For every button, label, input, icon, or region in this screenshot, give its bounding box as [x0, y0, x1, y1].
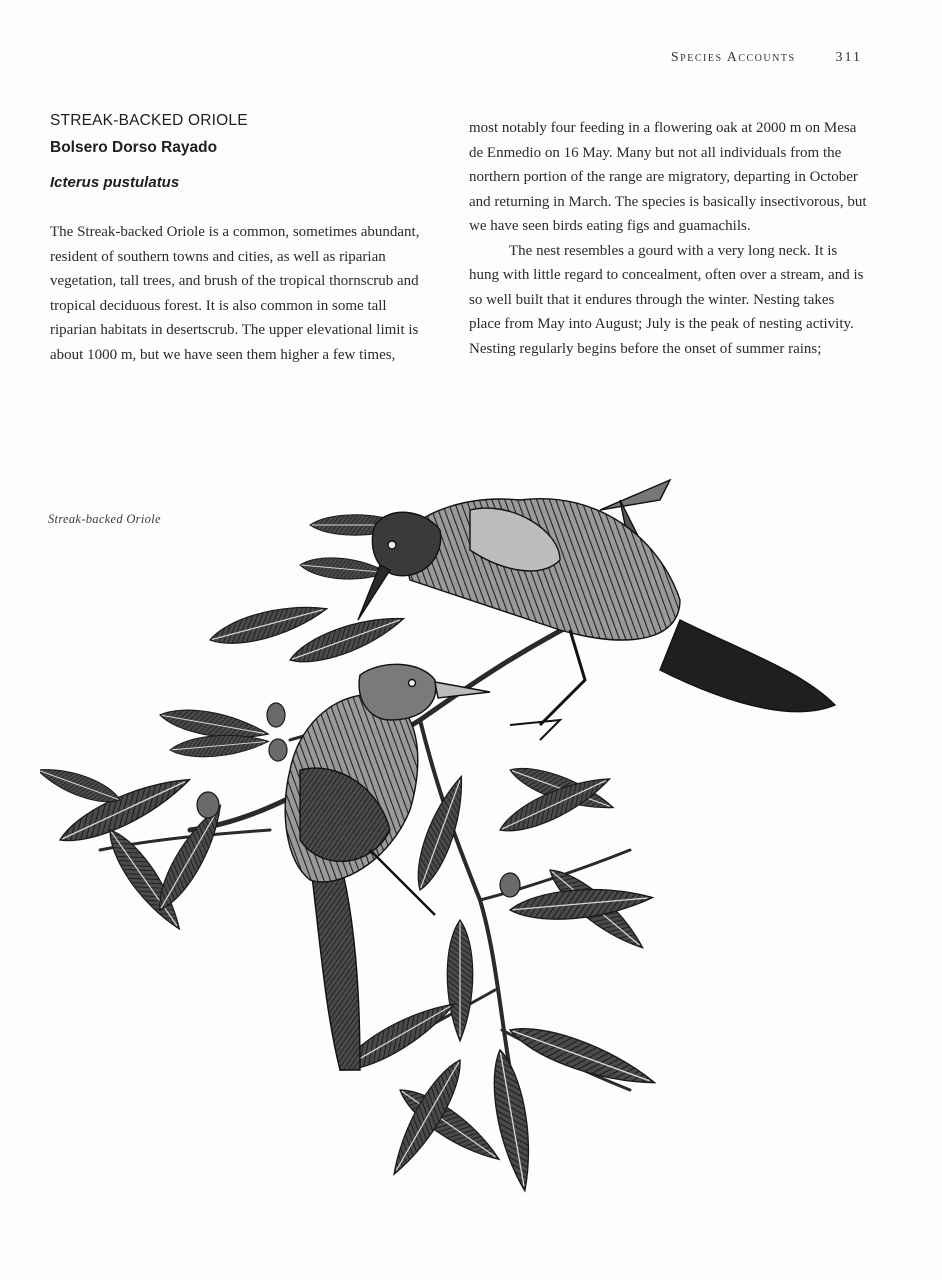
body-paragraph: most notably four feeding in a flowering oak at 2000 m on Mesa de Enmedio on 16 May. Many but not all individuals from the northern portion of the range are migratory, departing in October and returning in March. The species is basically insectivorous, but we have seen birds eating figs and guamachils.	[469, 120, 867, 234]
left-column	[50, 112, 425, 367]
right-column	[469, 116, 869, 361]
species-scientific-name: Icterus pustulatus	[50, 174, 180, 191]
section-title: Species Accounts	[670, 50, 796, 65]
figure-caption: Streak-backed Oriole	[48, 512, 161, 526]
running-head	[671, 50, 862, 66]
body-paragraph: The nest resembles a gourd with a very long neck. It is hung with little regard to concealment, often over a stream, and is so well built that it endures through the winter. Nesting takes place from May into August; July is the peak of nesting activity. Nesting regularly begins before the onset of summer rains;	[469, 242, 864, 357]
species-common-name: STREAK-BACKED ORIOLE	[50, 112, 248, 129]
page-number: 311	[835, 50, 862, 65]
species-spanish-name: Bolsero Dorso Rayado	[50, 139, 218, 156]
oriole-illustration	[40, 470, 860, 1210]
body-paragraph: The Streak-backed Oriole is a common, sometimes abundant, resident of southern towns and cities, as well as riparian vegetation, tall trees, and brush of the tropical thornscrub and tropical deciduous forest. It is also common in some tall riparian habitats in desertscrub. The upper elevational limit is about 1000 m, but we have seen them higher a few times,	[50, 224, 420, 363]
